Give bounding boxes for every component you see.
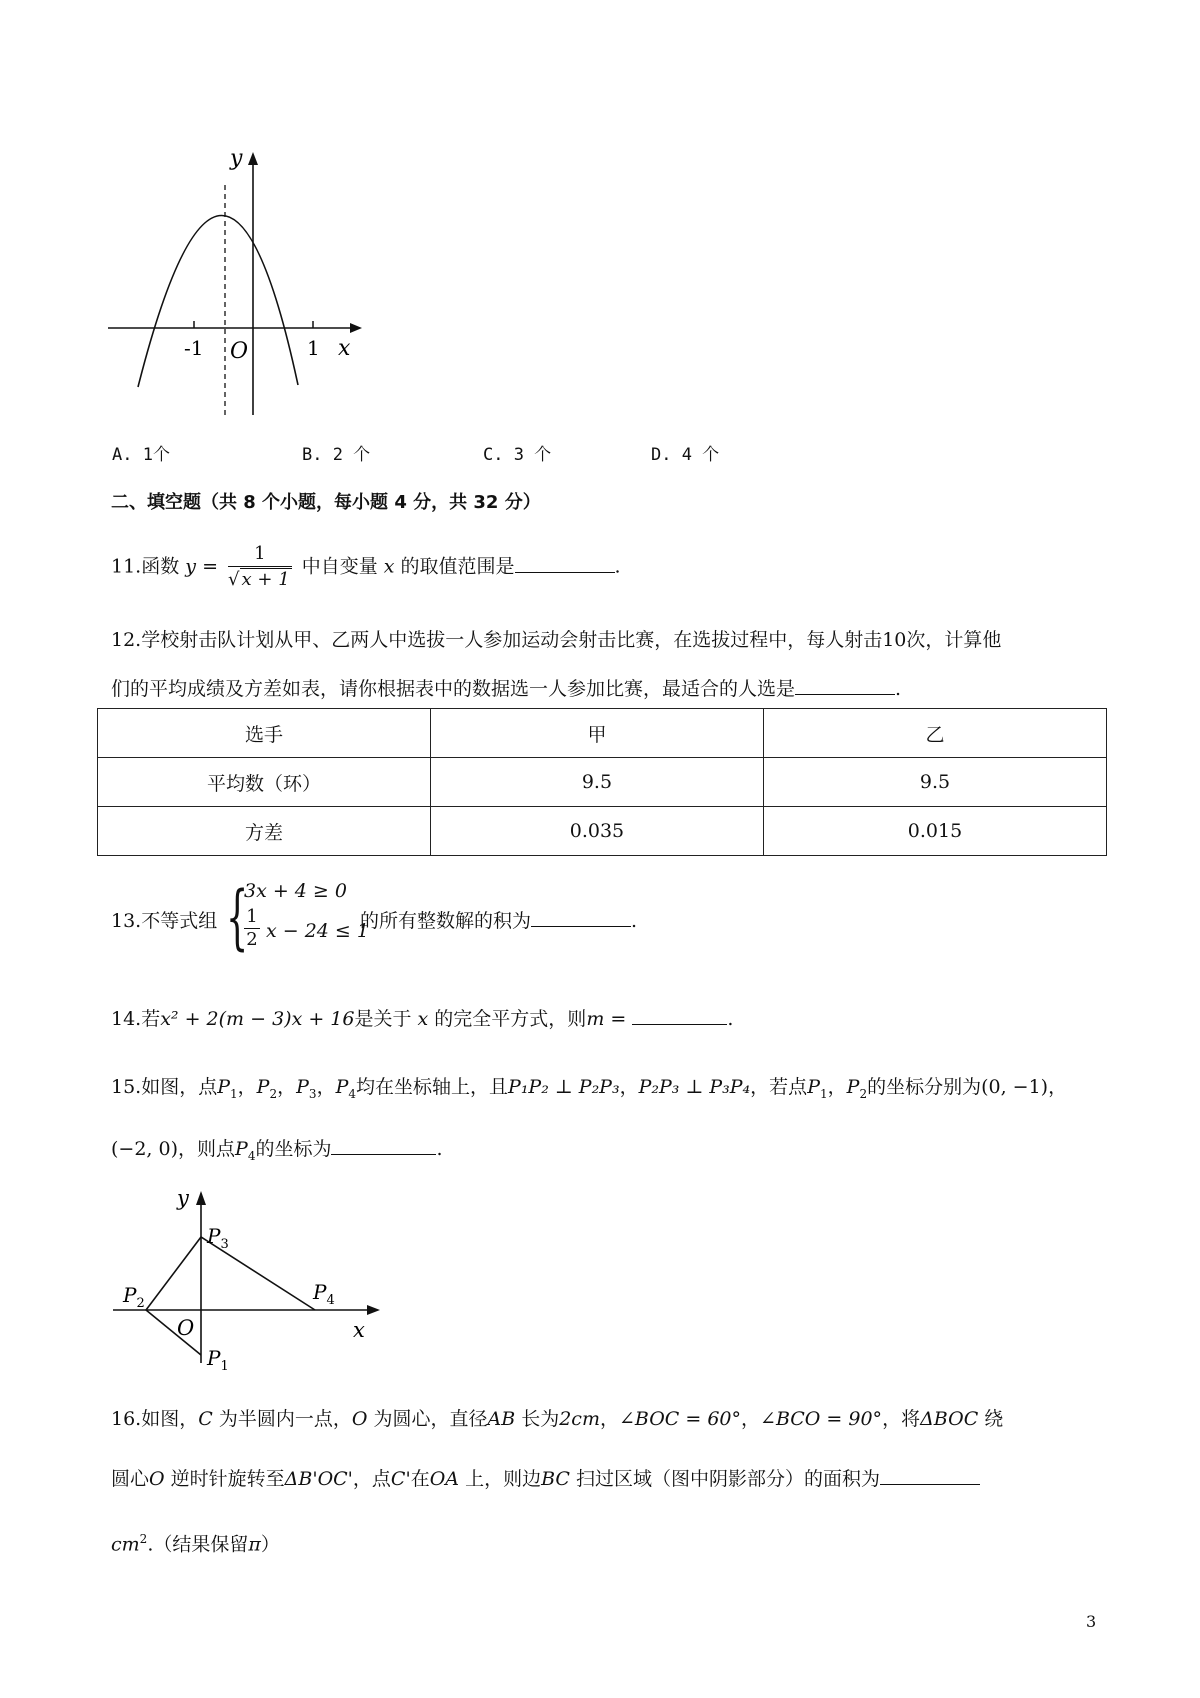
inequality-1: 3x + 4 ≥ 0	[244, 880, 347, 902]
origin-label: O	[177, 1316, 195, 1340]
table-cell: 方差	[98, 807, 431, 856]
question-13-suffix: 的所有整数解的积为 .	[360, 910, 638, 932]
y-label: y	[230, 146, 243, 171]
inequality-2: x − 24 ≤ 1	[266, 920, 369, 942]
table-cell: 0.015	[763, 807, 1106, 856]
points-graph	[105, 1185, 395, 1385]
x-label: x	[353, 1318, 365, 1342]
option-c: C. 3 个	[483, 445, 552, 465]
question-14: 14.若x² + 2(m − 3)x + 16是关于 x 的完全平方式，则m = .	[111, 1008, 734, 1030]
question-11: 11.函数 y = $\frac{1}{√ x + 1}$ 中自变量 x 的取值范围是 .	[111, 542, 621, 593]
origin-label: O	[230, 339, 249, 364]
question-15-line2: (−2, 0)，则点$P_4$的坐标为 .	[111, 1138, 443, 1163]
option-a: A. 1个	[112, 445, 170, 465]
tick-neg-label: -1	[184, 336, 204, 360]
answer-blank-15	[331, 1136, 436, 1155]
table-cell: 9.5	[430, 758, 763, 807]
x-label: x	[338, 336, 351, 361]
fraction: $\frac{1}{√ x + 1}$	[228, 543, 290, 590]
option-b: B. 2 个	[302, 445, 371, 465]
brace: {	[226, 876, 249, 958]
table-row	[98, 807, 1107, 856]
table-header-cell: 甲	[430, 709, 763, 758]
stats-table	[97, 708, 1107, 856]
table-header-cell: 选手	[98, 709, 431, 758]
x-axis-arrow	[367, 1305, 380, 1315]
table-header-cell: 乙	[763, 709, 1106, 758]
question-16-line3: $cm^2$.（结果保留π）	[111, 1532, 280, 1556]
tick-pos-label: 1	[307, 336, 320, 360]
parabola-curve	[138, 215, 298, 387]
p1-label: $P_1$	[207, 1346, 229, 1374]
y-axis-arrow	[196, 1191, 206, 1205]
inequality-2-frac: 1 2	[244, 906, 260, 951]
question-16-line1: 16.如图，C 为半圆内一点，O 为圆心，直径AB 长为2cm，∠BOC = 60°，∠BCO = 90°，将ΔBOC 绕	[111, 1408, 1004, 1430]
option-d: D. 4 个	[651, 445, 720, 465]
answer-blank-16	[880, 1466, 980, 1485]
section-title: 二、填空题（共 8 个小题，每小题 4 分，共 32 分）	[111, 492, 541, 513]
page-number: 3	[1086, 1612, 1097, 1631]
table-cell: 9.5	[763, 758, 1106, 807]
question-13-prefix: 13.不等式组	[111, 910, 218, 932]
table-header-row	[98, 709, 1107, 758]
answer-blank-11	[515, 554, 615, 573]
table-row	[98, 758, 1107, 807]
answer-blank-13	[531, 908, 631, 927]
parabola-graph	[100, 145, 370, 425]
y-axis-arrow	[248, 152, 258, 165]
answer-blank-14	[632, 1006, 727, 1025]
table-cell: 平均数（环）	[98, 758, 431, 807]
question-16-line2: 圆心O 逆时针旋转至ΔB'OC'，点C'在OA 上，则边BC 扫过区域（图中阴影部分）的面积为	[111, 1466, 980, 1492]
table-cell: 0.035	[430, 807, 763, 856]
path-p1-p2-p3-p4	[146, 1237, 315, 1355]
y-label: y	[177, 1186, 189, 1210]
question-15-line1: 15.如图，点$P_1$，$P_2$，$P_3$，$P_4$均在坐标轴上，且P₁P₂ ⊥ P₂P₃，P₂P₃ ⊥ P₃P₄，若点$P_1$，$P_2$的坐标分别为(0, −1)，	[111, 1076, 1068, 1101]
question-12-line1: 12.学校射击队计划从甲、乙两人中选拔一人参加运动会射击比赛，在选拔过程中，每人射击10次，计算他	[111, 629, 1002, 651]
question-12-line2: 们的平均成绩及方差如表，请你根据表中的数据选一人参加比赛，最适合的人选是 .	[111, 678, 902, 700]
x-axis-arrow	[350, 323, 362, 333]
p3-label: $P_3$	[207, 1224, 229, 1252]
answer-blank-12	[795, 676, 895, 695]
p2-label: $P_2$	[123, 1283, 145, 1311]
p4-label: $P_4$	[313, 1280, 335, 1308]
